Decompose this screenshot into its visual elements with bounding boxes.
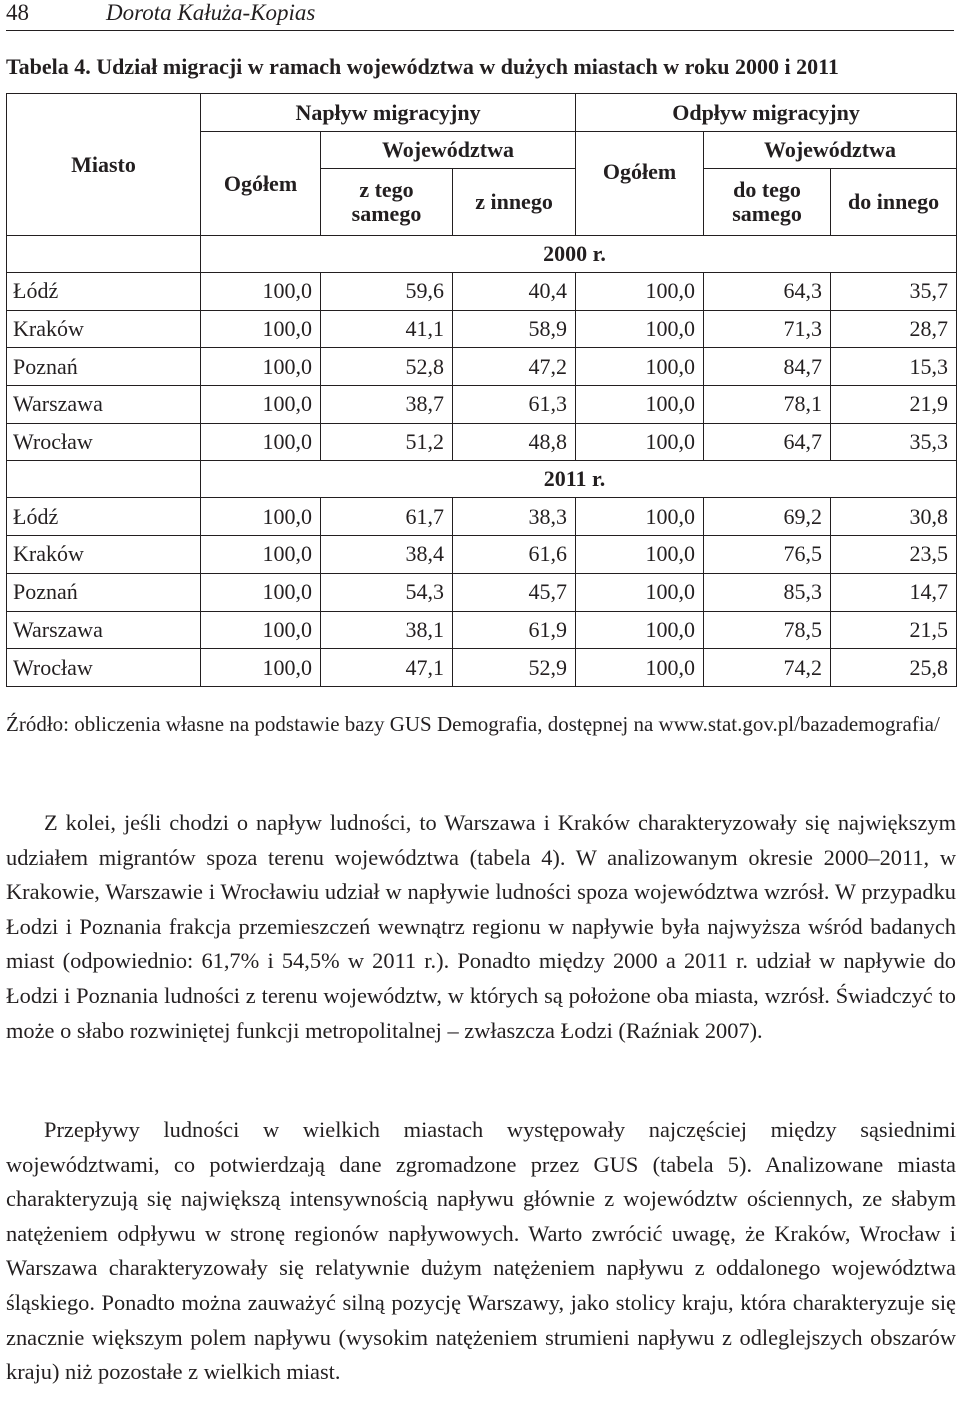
table-cell: 100,0 <box>576 611 704 649</box>
city-name: Łódź <box>7 273 201 311</box>
table-cell: 100,0 <box>201 573 321 611</box>
table-caption: Tabela 4. Udział migracji w ramach województwa w dużych miastach w roku 2000 i 2011 <box>6 54 839 79</box>
table-row <box>7 386 957 424</box>
table-row <box>7 536 957 574</box>
header-city: Miasto <box>7 94 201 236</box>
header-voivodeships-in: Województwa <box>321 132 576 169</box>
year-row-blank <box>7 236 201 273</box>
city-name: Kraków <box>7 310 201 348</box>
table-cell: 52,9 <box>453 649 576 687</box>
body-paragraph-1: Z kolei, jeśli chodzi o napływ ludności, to Warszawa i Kraków charakteryzowały się największym udziałem migrantów spoza terenu województwa (tabela 4). W analizowanym okresie 2000–2011, w Krakowie, Warszawie i Wrocławiu udział w napływie ludności spoza województwa wzrósł. W przypadku Łodzi i Poznania frakcja przemieszczeń wewnątrz regionu w napływie była najwyższa wśród badanych miast (odpowiednio: 61,7% i 54,5% w 2011 r.). Ponadto między 2000 a 2011 r. udział w napływie do Łodzi i Poznania ludności z terenu województw, w których są położone oba miasta, wzrósł. Świadczyć to może o słabo rozwiniętej funkcji metropolitalnej – zwłaszcza Łodzi (Raźniak 2007). <box>6 810 956 1043</box>
table-cell: 38,7 <box>321 386 453 424</box>
table-cell: 45,7 <box>453 573 576 611</box>
year-label: 2011 r. <box>201 461 957 498</box>
city-name: Poznań <box>7 348 201 386</box>
header-total-out: Ogółem <box>576 132 704 236</box>
page-number: 48 <box>6 0 29 25</box>
table-row <box>7 573 957 611</box>
table-cell: 61,7 <box>321 498 453 536</box>
table-cell: 84,7 <box>704 348 831 386</box>
header-outflow: Odpływ migracyjny <box>576 94 957 132</box>
table-cell: 47,2 <box>453 348 576 386</box>
table-cell: 47,1 <box>321 649 453 687</box>
table-cell: 100,0 <box>576 536 704 574</box>
table-cell: 85,3 <box>704 573 831 611</box>
table-cell: 58,9 <box>453 310 576 348</box>
table-row <box>7 348 957 386</box>
table-source-note: Źródło: obliczenia własne na podstawie bazy GUS Demografia, dostępnej na www.stat.gov.pl/bazademografia/ <box>6 712 940 736</box>
year-row-blank <box>7 461 201 498</box>
table-cell: 38,3 <box>453 498 576 536</box>
city-name: Wrocław <box>7 423 201 461</box>
table-cell: 38,1 <box>321 611 453 649</box>
header-same-in: z tego samego <box>321 169 453 236</box>
table-cell: 100,0 <box>201 498 321 536</box>
table-cell: 100,0 <box>201 310 321 348</box>
table-cell: 100,0 <box>201 348 321 386</box>
table-row <box>7 611 957 649</box>
table-row <box>7 310 957 348</box>
table-row <box>7 649 957 687</box>
table-cell: 15,3 <box>831 348 957 386</box>
table-cell: 64,7 <box>704 423 831 461</box>
table-cell: 71,3 <box>704 310 831 348</box>
table-cell: 35,3 <box>831 423 957 461</box>
year-row <box>7 236 957 273</box>
table-cell: 28,7 <box>831 310 957 348</box>
table-cell: 21,9 <box>831 386 957 424</box>
running-head <box>6 0 954 31</box>
table-cell: 78,1 <box>704 386 831 424</box>
table-cell: 40,4 <box>453 273 576 311</box>
header-same-out: do tego samego <box>704 169 831 236</box>
table-cell: 21,5 <box>831 611 957 649</box>
city-name: Warszawa <box>7 611 201 649</box>
header-total-in: Ogółem <box>201 132 321 236</box>
table-cell: 100,0 <box>576 573 704 611</box>
table-cell: 100,0 <box>201 423 321 461</box>
table-cell: 52,8 <box>321 348 453 386</box>
table-cell: 61,6 <box>453 536 576 574</box>
table-cell: 100,0 <box>576 386 704 424</box>
table-row <box>7 498 957 536</box>
table-body <box>7 236 957 687</box>
table-cell: 100,0 <box>201 273 321 311</box>
year-label: 2000 r. <box>201 236 957 273</box>
table-cell: 41,1 <box>321 310 453 348</box>
city-name: Łódź <box>7 498 201 536</box>
author-name: Dorota Kałuża-Kopias <box>106 0 316 25</box>
table-cell: 23,5 <box>831 536 957 574</box>
table-cell: 100,0 <box>201 536 321 574</box>
header-other-in: z innego <box>453 169 576 236</box>
table-cell: 100,0 <box>201 649 321 687</box>
table-cell: 25,8 <box>831 649 957 687</box>
table-cell: 51,2 <box>321 423 453 461</box>
table-cell: 54,3 <box>321 573 453 611</box>
table-cell: 100,0 <box>576 273 704 311</box>
table-cell: 61,3 <box>453 386 576 424</box>
table-cell: 69,2 <box>704 498 831 536</box>
year-row <box>7 461 957 498</box>
migration-table <box>6 93 957 687</box>
city-name: Warszawa <box>7 386 201 424</box>
table-cell: 100,0 <box>576 348 704 386</box>
table-cell: 61,9 <box>453 611 576 649</box>
table-cell: 64,3 <box>704 273 831 311</box>
table-cell: 100,0 <box>201 386 321 424</box>
city-name: Wrocław <box>7 649 201 687</box>
table-cell: 76,5 <box>704 536 831 574</box>
table-cell: 78,5 <box>704 611 831 649</box>
table-cell: 100,0 <box>576 498 704 536</box>
table-row <box>7 423 957 461</box>
header-inflow: Napływ migracyjny <box>201 94 576 132</box>
city-name: Kraków <box>7 536 201 574</box>
table-cell: 100,0 <box>576 310 704 348</box>
table-cell: 100,0 <box>201 611 321 649</box>
table-cell: 74,2 <box>704 649 831 687</box>
table-cell: 48,8 <box>453 423 576 461</box>
table-cell: 100,0 <box>576 423 704 461</box>
table-cell: 14,7 <box>831 573 957 611</box>
table-row <box>7 273 957 311</box>
header-other-out: do innego <box>831 169 957 236</box>
table-cell: 38,4 <box>321 536 453 574</box>
table-cell: 30,8 <box>831 498 957 536</box>
table-cell: 35,7 <box>831 273 957 311</box>
table-cell: 100,0 <box>576 649 704 687</box>
table-cell: 59,6 <box>321 273 453 311</box>
header-voivodeships-out: Województwa <box>704 132 957 169</box>
body-paragraph-2: Przepływy ludności w wielkich miastach występowały najczęściej między sąsiednimi województwami, co potwierdzają dane zgromadzone przez GUS (tabela 5). Analizowane miasta charakteryzują się największą intensywnością napływu głównie z województw ościennych, ze słabym natężeniem odpływu w stronę regionów napływowych. Warto zwrócić uwagę, że Kraków, Wrocław i Warszawa charakteryzowały się relatywnie dużym natężeniem napływu z oddalonego województwa śląskiego. Ponadto można zauważyć silną pozycję Warszawy, jako stolicy kraju, która charakteryzuje się znacznie większym polem napływu (wysokim natężeniem strumieni napływu z odleglejszych obszarów kraju) niż pozostałe z wielkich miast. <box>6 1117 956 1385</box>
city-name: Poznań <box>7 573 201 611</box>
